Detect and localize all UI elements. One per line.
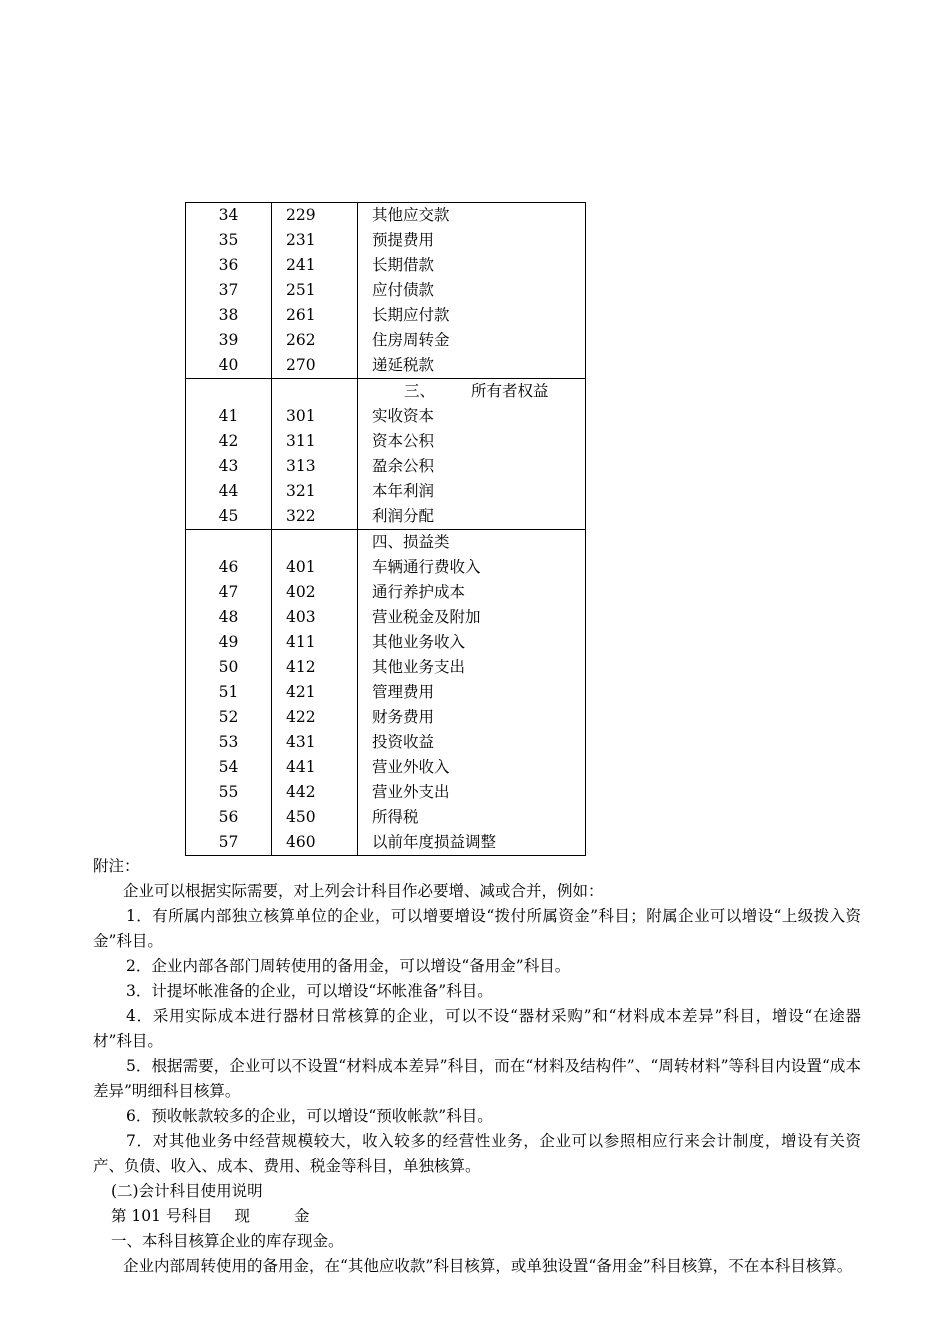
row-code: 262 — [272, 328, 358, 353]
row-name: 预提费用 — [358, 228, 586, 253]
subject-number: 第 101 号科目 — [111, 1207, 213, 1225]
row-name: 本年利润 — [358, 479, 586, 504]
row-code: 442 — [272, 780, 358, 805]
row-code: 229 — [272, 203, 358, 229]
table-row — [186, 805, 586, 830]
row-code: 321 — [272, 479, 358, 504]
table-row — [186, 705, 586, 730]
note-item-6: 6．预收帐款较多的企业，可以增设“预收帐款”科目。 — [126, 1107, 493, 1125]
note-item-2: 2．企业内部各部门周转使用的备用金，可以增设“备用金”科目。 — [126, 957, 571, 975]
row-name: 营业外收入 — [358, 755, 586, 780]
section-heading-profit-loss: 四、损益类 — [358, 530, 586, 556]
row-name: 其他应交款 — [358, 203, 586, 229]
table-row — [186, 353, 586, 379]
table-row — [186, 454, 586, 479]
row-code: 431 — [272, 730, 358, 755]
body-paragraph-1: 一、本科目核算企业的库存现金。 — [111, 1232, 344, 1250]
table-row — [186, 328, 586, 353]
row-seq: 47 — [186, 580, 272, 605]
liabilities-rows — [186, 203, 586, 379]
row-name: 其他业务收入 — [358, 630, 586, 655]
row-seq: 41 — [186, 404, 272, 429]
row-seq: 38 — [186, 303, 272, 328]
table-row — [186, 830, 586, 856]
row-code: 311 — [272, 429, 358, 454]
row-seq: 54 — [186, 755, 272, 780]
row-code: 313 — [272, 454, 358, 479]
note-item-5: 5．根据需要，企业可以不设置“材料成本差异”科目，而在“材料及结构件”、“周转材料”等科目内设置“成本差异”明细科目核算。 — [93, 1057, 861, 1100]
row-code: 450 — [272, 805, 358, 830]
subject-name-part1: 现 — [234, 1207, 250, 1225]
row-code: 421 — [272, 680, 358, 705]
row-name: 营业税金及附加 — [358, 605, 586, 630]
note-item-3: 3．计提坏帐准备的企业，可以增设“坏帐准备”科目。 — [126, 982, 493, 1000]
row-code: 322 — [272, 504, 358, 530]
table-row — [186, 203, 586, 229]
row-seq: 53 — [186, 730, 272, 755]
table-row — [186, 730, 586, 755]
row-name: 盈余公积 — [358, 454, 586, 479]
subject-name-part2: 金 — [293, 1207, 310, 1225]
row-seq: 45 — [186, 504, 272, 530]
table-row — [186, 228, 586, 253]
table-row — [186, 303, 586, 328]
row-name: 财务费用 — [358, 705, 586, 730]
row-name: 资本公积 — [358, 429, 586, 454]
row-seq: 36 — [186, 253, 272, 278]
row-seq: 43 — [186, 454, 272, 479]
row-seq: 39 — [186, 328, 272, 353]
owners-equity-rows — [186, 379, 586, 530]
row-name: 所得税 — [358, 805, 586, 830]
row-seq: 40 — [186, 353, 272, 379]
note-item-1: 1．有所属内部独立核算单位的企业，可以增要增设“拨付所属资金”科目；附属企业可以增设“上级拨入资金”科目。 — [93, 907, 861, 950]
row-code: 270 — [272, 353, 358, 379]
table-row — [186, 655, 586, 680]
row-code: 301 — [272, 404, 358, 429]
row-name: 车辆通行费收入 — [358, 555, 586, 580]
table-row — [186, 680, 586, 705]
row-name: 其他业务支出 — [358, 655, 586, 680]
row-name: 通行养护成本 — [358, 580, 586, 605]
section-heading-row — [186, 530, 586, 556]
section-title: 所有者权益 — [471, 382, 549, 400]
row-seq: 55 — [186, 780, 272, 805]
section-heading-row — [186, 379, 586, 405]
row-code: 402 — [272, 580, 358, 605]
row-code: 403 — [272, 605, 358, 630]
row-code: 401 — [272, 555, 358, 580]
row-seq: 46 — [186, 555, 272, 580]
row-seq: 48 — [186, 605, 272, 630]
notes-intro: 企业可以根据实际需要，对上列会计科目作必要增、减或合并，例如： — [123, 882, 604, 900]
row-seq: 51 — [186, 680, 272, 705]
section-heading: (二)会计科目使用说明 — [111, 1182, 263, 1200]
table-row — [186, 479, 586, 504]
row-code: 422 — [272, 705, 358, 730]
row-code: 441 — [272, 755, 358, 780]
table-row — [186, 630, 586, 655]
notes-label: 附注： — [93, 857, 140, 875]
notes-section — [93, 854, 861, 1279]
body-paragraph-2: 企业内部周转使用的备用金，在“其他应收款”科目核算，或单独设置“备用金”科目核算，不在本科目核算。 — [123, 1257, 853, 1275]
table-row — [186, 404, 586, 429]
row-name: 应付债款 — [358, 278, 586, 303]
row-seq: 37 — [186, 278, 272, 303]
table-row — [186, 278, 586, 303]
row-name: 递延税款 — [358, 353, 586, 379]
row-seq: 50 — [186, 655, 272, 680]
row-seq: 34 — [186, 203, 272, 229]
row-seq: 56 — [186, 805, 272, 830]
row-seq: 44 — [186, 479, 272, 504]
note-item-7: 7．对其他业务中经营规模较大，收入较多的经营性业务，企业可以参照相应行来会计制度，增设有关资产、负债、收入、成本、费用、税金等科目，单独核算。 — [93, 1132, 861, 1175]
table-row — [186, 580, 586, 605]
row-seq: 42 — [186, 429, 272, 454]
account-code-table — [185, 202, 586, 856]
row-name: 住房周转金 — [358, 328, 586, 353]
row-code: 251 — [272, 278, 358, 303]
row-name: 投资收益 — [358, 730, 586, 755]
row-code: 460 — [272, 830, 358, 856]
section-heading-owners-equity — [358, 379, 586, 405]
row-code: 261 — [272, 303, 358, 328]
row-name: 长期应付款 — [358, 303, 586, 328]
row-code: 231 — [272, 228, 358, 253]
row-code: 241 — [272, 253, 358, 278]
row-name: 管理费用 — [358, 680, 586, 705]
table-row — [186, 555, 586, 580]
subject-title — [93, 1204, 861, 1229]
row-code: 412 — [272, 655, 358, 680]
profit-loss-rows — [186, 530, 586, 856]
row-name: 实收资本 — [358, 404, 586, 429]
row-name: 长期借款 — [358, 253, 586, 278]
row-seq: 35 — [186, 228, 272, 253]
row-seq: 52 — [186, 705, 272, 730]
row-name: 利润分配 — [358, 504, 586, 530]
note-item-4: 4．采用实际成本进行器材日常核算的企业，可以不设“器材采购”和“材料成本差异”科目，增设“在途器材”科目。 — [93, 1007, 861, 1050]
row-seq: 49 — [186, 630, 272, 655]
row-code: 411 — [272, 630, 358, 655]
row-seq: 57 — [186, 830, 272, 856]
row-name: 营业外支出 — [358, 780, 586, 805]
table-row — [186, 755, 586, 780]
table-row — [186, 780, 586, 805]
table-row — [186, 429, 586, 454]
table-row — [186, 605, 586, 630]
row-name: 以前年度损益调整 — [358, 830, 586, 856]
section-number: 三、 — [404, 382, 436, 400]
table-row — [186, 253, 586, 278]
table-row — [186, 504, 586, 530]
